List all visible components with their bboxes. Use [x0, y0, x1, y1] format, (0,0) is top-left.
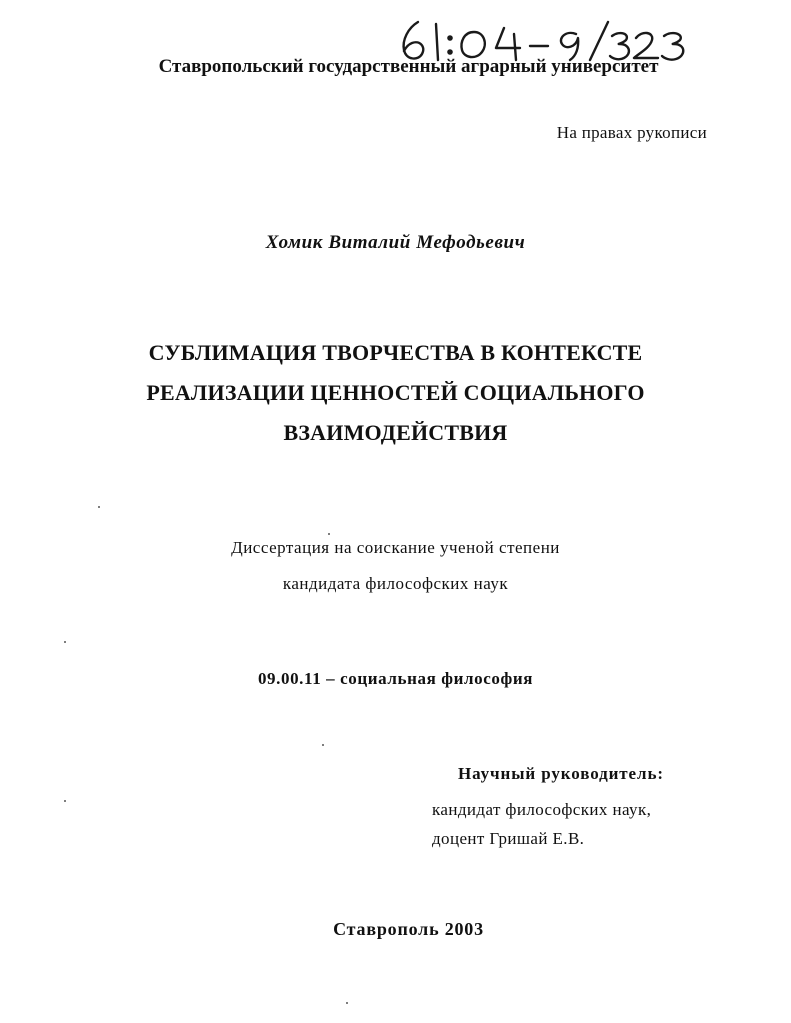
scan-speck [64, 641, 66, 643]
degree-line: кандидата философских наук [282, 574, 509, 593]
author-name: Хомик Виталий Мефодьевич [265, 232, 526, 253]
degree-line: Диссертация на соискание ученой степени [231, 538, 560, 557]
scan-speck [328, 533, 330, 535]
scan-speck [64, 800, 66, 802]
title-line: ВЗАИМОДЕЙСТВИЯ [283, 420, 508, 445]
supervisor-name: доцент Гришай Е.В. [432, 829, 585, 848]
scan-speck [322, 744, 324, 746]
university-name: Ставропольский государственный аграрный университет [158, 56, 659, 77]
dissertation-title [0, 333, 791, 453]
supervisor-heading: Научный руководитель: [458, 764, 664, 783]
scan-speck [346, 1002, 348, 1004]
title-line: РЕАЛИЗАЦИИ ЦЕННОСТЕЙ СОЦИАЛЬНОГО [146, 380, 645, 405]
rights-note: На правах рукописи [556, 123, 707, 142]
specialty-code: 09.00.11 – социальная философия [257, 669, 534, 688]
city-year: Ставрополь 2003 [333, 919, 484, 939]
supervisor-degree: кандидат философских наук, [432, 800, 652, 819]
title-line: СУБЛИМАЦИЯ ТВОРЧЕСТВА В КОНТЕКСТЕ [148, 340, 643, 365]
scan-speck [98, 506, 100, 508]
